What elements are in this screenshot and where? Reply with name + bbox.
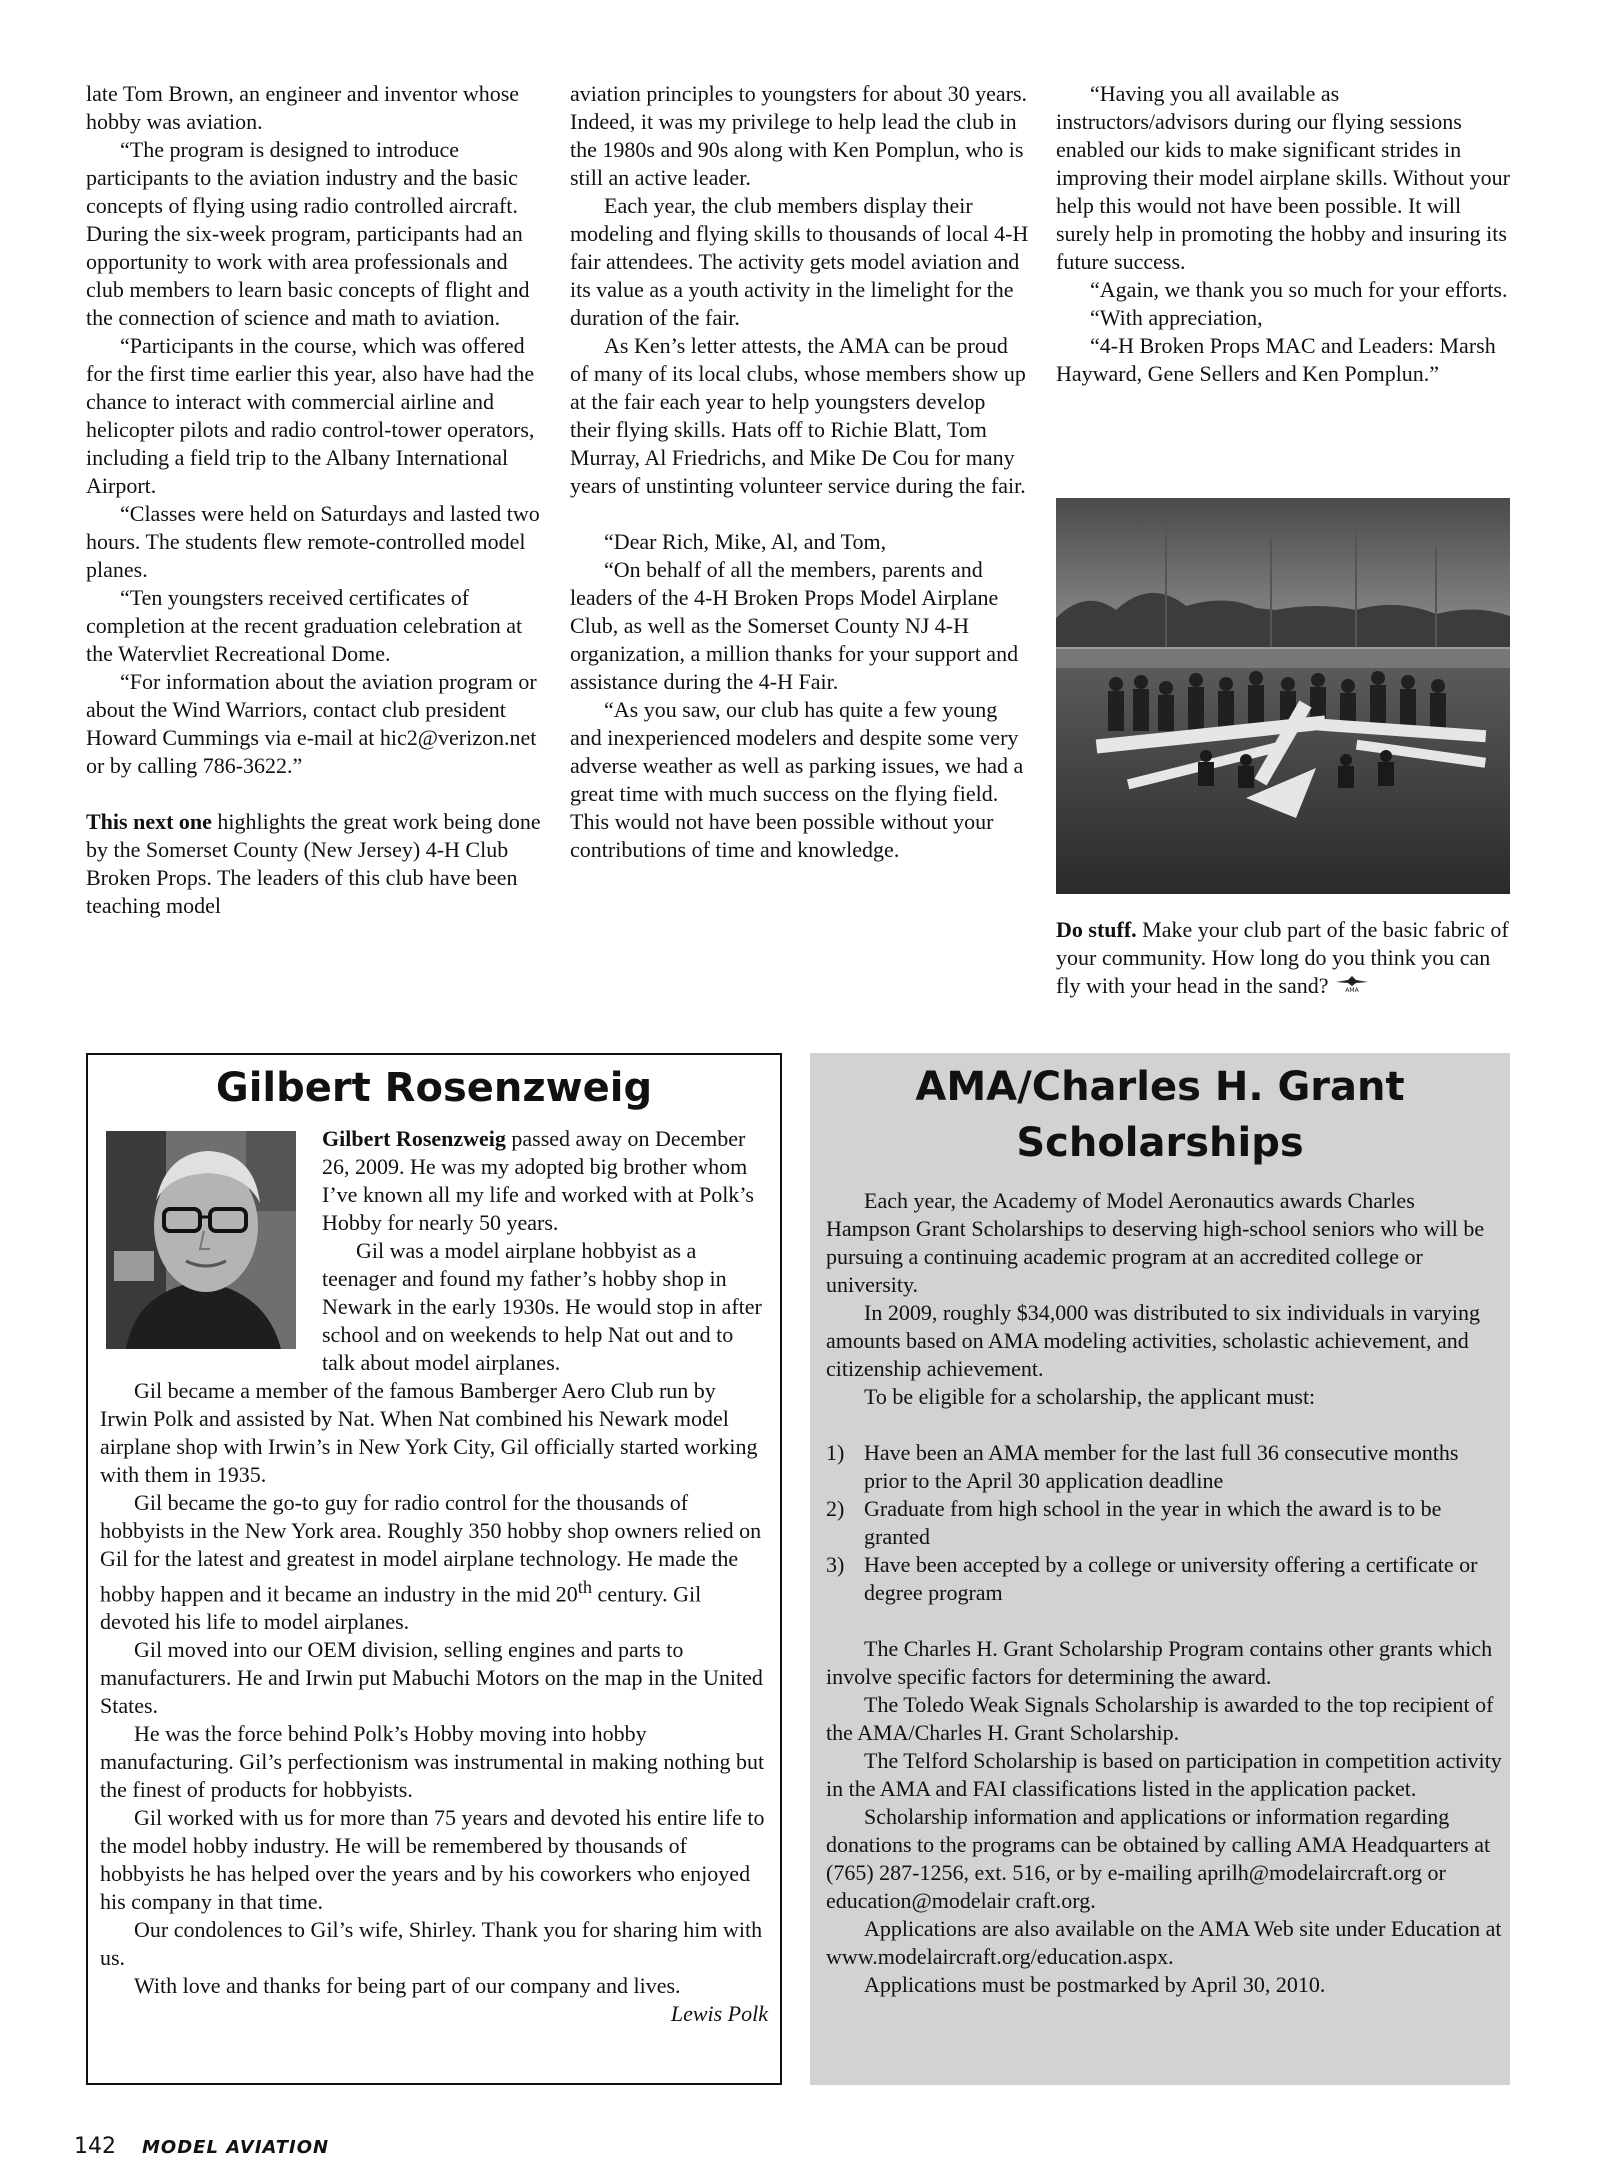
list-number: 1)	[826, 1440, 845, 1465]
caption-lead: Do stuff.	[1056, 917, 1137, 942]
article-column-1	[86, 80, 546, 920]
paragraph: aviation principles to youngsters for about 30 years. Indeed, it was my privilege to help lead the club in the 1980s and 90s along with Ken Pomplun, who is still an active leader.	[570, 81, 1028, 190]
paragraph: Applications must be postmarked by April 30, 2010.	[864, 1972, 1326, 1997]
club-group-photo	[1056, 498, 1510, 894]
lead-name: Gilbert Rosenzweig	[322, 1126, 506, 1151]
caption-text: Make your club part of the basic fabric of your community. How long do you think you can fly with your head in the sand?	[1056, 917, 1509, 998]
paragraph: late Tom Brown, an engineer and inventor whose hobby was aviation.	[86, 81, 520, 134]
paragraph: Gil became a member of the famous Bamberger Aero Club run by Irwin Polk and assisted by Nat. When Nat combined his Newark model airplane shop with Irwin’s in New York City, Gil officially started working with them in 1935.	[100, 1378, 758, 1487]
list-number: 2)	[826, 1496, 845, 1521]
obituary-title: Gilbert Rosenzweig	[215, 1065, 653, 1111]
paragraph: The Toledo Weak Signals Scholarship is awarded to the top recipient of the AMA/Charles H. Grant Scholarship.	[826, 1692, 1494, 1745]
paragraph: With love and thanks for being part of our company and lives.	[134, 1973, 681, 1999]
scholarship-box	[810, 1053, 1510, 2085]
paragraph: The Charles H. Grant Scholarship Program contains other grants which involve specific factors for determining the award.	[826, 1636, 1493, 1689]
ama-logo-text: AMA	[1345, 987, 1359, 993]
paragraph: Gil worked with us for more than 75 years and devoted his entire life to the model hobby industry. He will be remembered by thousands of hobbyists he has helped over the years and by his coworkers who enjoyed his company in that time.	[100, 1805, 765, 1915]
paragraph: “Ten youngsters received certificates of completion at the recent graduation celebration at the Watervliet Recreational Dome.	[86, 585, 523, 666]
paragraph-text: century. Gil devoted his life to model airplanes.	[100, 1581, 702, 1635]
list-text: Have been accepted by a college or university offering a certificate or degree program	[864, 1552, 1478, 1605]
paragraph: “Again, we thank you so much for your efforts.	[1090, 277, 1508, 302]
paragraph: “As you saw, our club has quite a few young and inexperienced modelers and despite some very adverse weather as well as parking issues, we had a great time with much success on the flying field. This would not have been possible without your contributions of time and knowledge.	[570, 697, 1024, 862]
signature: Lewis Polk	[670, 2001, 768, 2027]
paragraph: He was the force behind Polk’s Hobby moving into hobby manufacturing. Gil’s perfectionism was instrumental in making nothing but the finest of products for hobbyists.	[100, 1721, 765, 1803]
article-column-3	[1056, 80, 1511, 388]
photo-caption	[1056, 916, 1511, 1000]
article-column-2	[570, 80, 1030, 864]
paragraph: “Participants in the course, which was offered for the first time earlier this year, also have had the chance to interact with commercial airline and helicopter pilots and radio control-tower operators, including a field trip to the Albany International Airport.	[86, 333, 535, 498]
letter-salutation: “Dear Rich, Mike, Al, and Tom,	[604, 529, 887, 554]
paragraph: Our condolences to Gil’s wife, Shirley. Thank you for sharing him with us.	[100, 1917, 763, 1971]
paragraph: Each year, the Academy of Model Aeronautics awards Charles Hampson Grant Scholarships to deserving high-school seniors who will be pursuing a continuing academic program at an accredited college or university.	[826, 1188, 1485, 1297]
paragraph: Gil moved into our OEM division, selling engines and parts to manufacturers. He and Irwin put Mabuchi Motors on the map in the United States.	[100, 1637, 763, 1719]
superscript: th	[577, 1577, 593, 1597]
paragraph: Each year, the club members display their modeling and flying skills to thousands of local 4-H fair attendees. The activity gets model aviation and its value as a youth activity in the limelight for the duration of the fair.	[570, 193, 1029, 330]
obituary-text	[100, 1125, 768, 2028]
list-item	[826, 1439, 1502, 1495]
paragraph: Applications are also available on the AMA Web site under Education at www.modelaircraft.org/education.aspx.	[826, 1916, 1502, 1969]
paragraph: “Having you all available as instructors/advisors during our flying sessions enabled our kids to make significant strides in improving their model airplane skills. Without your help this would not have been possible. It will surely help in promoting the hobby and insuring its future success.	[1056, 81, 1510, 274]
paragraph	[100, 1489, 768, 1636]
ama-logo-icon	[1334, 975, 1370, 993]
paragraph-text: Gil became the go-to guy for radio control for the thousands of hobbyists in the New York area. Roughly 350 hobby shop owners relied on Gil for the latest and greatest in model airplane technology. He made the hobby happen and it became an industry in the mid 20	[100, 1490, 762, 1607]
title-line: AMA/Charles H. Grant	[915, 1064, 1405, 1110]
scholarship-text	[826, 1187, 1502, 1999]
title-line: Scholarships	[1016, 1120, 1304, 1166]
list-item	[826, 1495, 1502, 1551]
paragraph: The Telford Scholarship is based on participation in competition activity in the AMA and FAI classifications listed in the application packet.	[826, 1748, 1502, 1801]
page-footer	[74, 2132, 329, 2162]
paragraph-text: highlights the great work being done by the Somerset County (New Jersey) 4-H Club Broken Props. The leaders of this club have been teaching model	[86, 809, 541, 918]
paragraph: Gil was a model airplane hobbyist as a teenager and found my father’s hobby shop in Newark in the early 1930s. He would stop in after school and on weekends to help Nat out and to talk about model airplanes.	[322, 1238, 762, 1375]
paragraph	[86, 808, 546, 920]
scholarship-title	[810, 1059, 1510, 1171]
eligibility-list	[826, 1439, 1502, 1607]
paragraph: “The program is designed to introduce participants to the aviation industry and the basic concepts of flying using radio controlled aircraft. During the six-week program, participants had an opportunity to work with area professionals and club members to learn basic concepts of flight and the connection of science and math to aviation.	[86, 137, 530, 330]
letter-signoff: “4-H Broken Props MAC and Leaders: Marsh Hayward, Gene Sellers and Ken Pomplun.”	[1056, 333, 1496, 386]
list-text: Have been an AMA member for the last full 36 consecutive months prior to the April 30 application deadline	[864, 1440, 1459, 1493]
list-number: 3)	[826, 1552, 845, 1577]
paragraph: Scholarship information and applications or information regarding donations to the programs can be obtained by calling AMA Headquarters at (765) 287-1256, ext. 516, or by e-mailing aprilh@modelaircraft.org or education@modelair craft.org.	[826, 1804, 1491, 1913]
paragraph-text: passed away on December 26, 2009. He was my adopted big brother whom I’ve known all my life and worked with at Polk’s Hobby for nearly 50 years.	[322, 1126, 754, 1235]
paragraph: “With appreciation,	[1090, 305, 1263, 330]
magazine-name: MODEL AVIATION	[142, 2137, 330, 2158]
paragraph: “On behalf of all the members, parents and leaders of the 4-H Broken Props Model Airplane Club, as well as the Somerset County NJ 4-H organization, a million thanks for your support and assistance during the 4-H Fair.	[570, 557, 1019, 694]
list-item	[826, 1551, 1502, 1607]
page-number: 142	[74, 2134, 116, 2159]
list-text: Graduate from high school in the year in which the award is to be granted	[864, 1496, 1442, 1549]
paragraph: As Ken’s letter attests, the AMA can be proud of many of its local clubs, whose members show up at the fair each year to help youngsters develop their flying skills. Hats off to Richie Blatt, Tom Murray, Al Friedrichs, and Mike De Cou for many years of unstinting volunteer service during the fair.	[570, 333, 1026, 498]
obituary-box	[86, 1053, 782, 2085]
paragraph: “For information about the aviation program or about the Wind Warriors, contact club president Howard Cummings via e-mail at hic2@verizon.net or by calling 786-3622.”	[86, 669, 537, 778]
lead-in-bold: This next one	[86, 809, 212, 834]
paragraph: In 2009, roughly $34,000 was distributed to six individuals in varying amounts based on AMA modeling activities, scholastic achievement, and citizenship achievement.	[826, 1300, 1480, 1381]
paragraph: “Classes were held on Saturdays and lasted two hours. The students flew remote-controlled model planes.	[86, 501, 540, 582]
paragraph: To be eligible for a scholarship, the applicant must:	[864, 1384, 1316, 1409]
